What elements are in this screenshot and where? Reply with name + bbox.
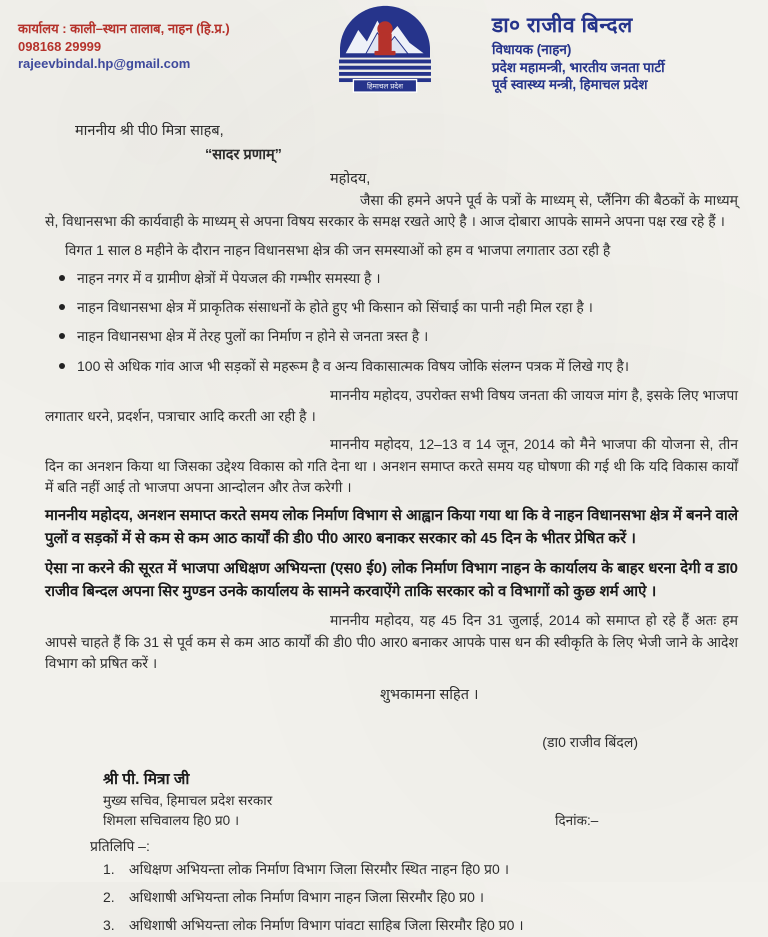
office-address: कार्यालय : काली–स्थान तालाब, नाहन (हि.प्र.) — [18, 21, 230, 36]
sender-name: डा० राजीव बिन्दल — [492, 14, 633, 37]
addressee-address: शिमला सचिवालय हि0 प्र0 । — [103, 813, 240, 829]
cc-list — [45, 859, 738, 937]
signature-name: (डा0 राजीव बिंदल) — [542, 734, 638, 751]
date-label: दिनांक:– — [555, 813, 599, 829]
paragraph-demands: माननीय महोदय, उपरोक्त सभी विषय जनता की जायज मांग है, इसके लिए भाजपा लगातार धरने, प्रदर्शन, पत्राचार आदि करती आ रही है । — [45, 386, 738, 425]
cc-item — [103, 887, 738, 908]
list-item — [55, 326, 738, 347]
sender-title-1: विधायक (नाहन) — [492, 42, 572, 58]
cc-item-text: अधिक्षण अभियन्ता लोक निर्माण विभाग जिला सिरमौर स्थित नाहन हि0 प्र0 । — [128, 860, 510, 877]
himachal-pradesh-emblem-icon — [327, 4, 443, 94]
cc-item-number: 3. — [103, 917, 115, 934]
list-item — [55, 356, 738, 377]
list-item-text: नाहन विधानसभा क्षेत्र में तेरह पुलों का निर्माण न होने से जनता त्रस्त है । — [77, 328, 429, 345]
cc-item — [103, 859, 738, 880]
paragraph-protest-warning: ऐसा ना करने की सूरत में भाजपा अधिक्षण अभियन्ता (एस0 ई0) लोक निर्माण विभाग नाहन के कार्यालय के बाहर धरना देगी व डा0 राजीव बिन्दल अपना सिर मुण्डन उनके कार्यालय के सामने करवाऐंगे ताकि सरकार को व विभागों को कुछ शर्म आऐ । — [45, 559, 738, 600]
cc-heading: प्रतिलिपि –: — [90, 837, 150, 854]
addressee-designation: मुख्य सचिव, हिमाचल प्रदेश सरकार — [103, 793, 273, 809]
bullet-icon — [59, 363, 65, 369]
salutation: महोदय, — [330, 171, 371, 188]
issues-list — [45, 268, 738, 377]
email-address: rajeevbindal.hp@gmail.com — [18, 56, 191, 72]
closing-line: शुभकामना सहित । — [380, 687, 479, 704]
letterhead-name-block — [492, 12, 665, 94]
recipient-line: माननीय श्री पी0 मित्रा साहब, — [75, 123, 224, 139]
list-item-text: नाहन विधानसभा क्षेत्र में प्राकृतिक संसाधनों के होते हुए भी किसान को सिंचाई का पानी नही मिल रहा है । — [77, 299, 593, 316]
emblem-caption: हिमाचल प्रदेश — [367, 82, 403, 91]
list-item — [55, 268, 738, 289]
addressee-name: श्री पी. मित्रा जी — [103, 770, 190, 788]
sender-title-3: पूर्व स्वास्थ्य मन्त्री, हिमाचल प्रदेश — [492, 77, 648, 93]
paragraph-issues-lead: विगत 1 साल 8 महीने के दौरान नाहन विधानसभा क्षेत्र की जन समस्याओं को हम व भाजपा लगातार उठा रही है — [65, 241, 611, 258]
paragraph-deadline: माननीय महोदय, यह 45 दिन 31 जुलाई, 2014 को समाप्त हो रहे हैं अतः हम आपसे चाहते हैं कि 31 से पूर्व कम से कम आठ कार्यों की डी0 पी0 आर0 बनाकर आपके पास धन की स्वीकृति के लिए भेजी जाने के आदेश विभाग को प्रषित करें । — [45, 612, 738, 671]
cc-item-number: 1. — [103, 860, 115, 877]
list-item — [55, 297, 738, 318]
sender-title-2: प्रदेश महामन्त्री, भारतीय जनता पार्टी — [492, 59, 665, 75]
list-item-text: 100 से अधिक गांव आज भी सड़कों से महरूम है व अन्य विकासात्मक विषय जोकि संलग्न पत्रक में लिखे गए है। — [77, 357, 630, 374]
paragraph-dpr-demand: माननीय महोदय, अनशन समाप्त करते समय लोक निर्माण विभाग से आह्वान किया गया था कि वे नाहन विधानसभा क्षेत्र में बनने वाले पुलों व सड़कों में से कम से कम आठ कार्यों की डी0 पी0 आर0 बनाकर सरकार को 45 दिन के भीतर प्रेषित करें । — [45, 507, 738, 548]
letterhead — [0, 0, 768, 102]
letter-body — [0, 102, 768, 937]
phone-number: 098168 29999 — [18, 38, 102, 54]
cc-item-text: अधिशाषी अभियन्ता लोक निर्माण विभाग पांवटा साहिब जिला सिरमौर हि0 प्र0 । — [128, 917, 524, 934]
cc-item-number: 2. — [103, 889, 115, 906]
paragraph-intro: जैसा की हमने अपने पूर्व के पत्रों के माध्यम् से, प्लैंनिग की बैठकों के माध्यम् से, विधानसभा की कार्यवाही के माध्यम् से अपना विषय सरकार के समक्ष रखते आऐ है । आज दोबारा आपके सामने अपना पक्ष रख रहे हैं । — [45, 192, 738, 230]
bullet-icon — [59, 333, 65, 339]
letter-footer — [45, 768, 738, 832]
bullet-icon — [59, 304, 65, 310]
cc-item — [103, 915, 738, 936]
cc-item-text: अधिशाषी अभियन्ता लोक निर्माण विभाग नाहन जिला सिरमौर हि0 प्र0 । — [128, 889, 485, 906]
letterhead-contact-block — [18, 20, 230, 73]
salutation-quote: “सादर प्रणाम्” — [205, 147, 282, 164]
bullet-icon — [59, 275, 65, 281]
list-item-text: नाहन नगर में व ग्रामीण क्षेत्रों में पेयजल की गम्भीर समस्या है । — [77, 269, 381, 286]
paragraph-hunger-strike: माननीय महोदय, 12–13 व 14 जून, 2014 को मैने भाजपा की योजना से, तीन दिन का अनशन किया था जिसका उद्देश्य विकास को गति देना था । अनशन समाप्त करते समय यह घोषणा की गई थी कि यदि विकास कार्यों में बति नहीं आई तो भाजपा अपना आन्दोलन और तेज करेगी । — [45, 436, 738, 496]
